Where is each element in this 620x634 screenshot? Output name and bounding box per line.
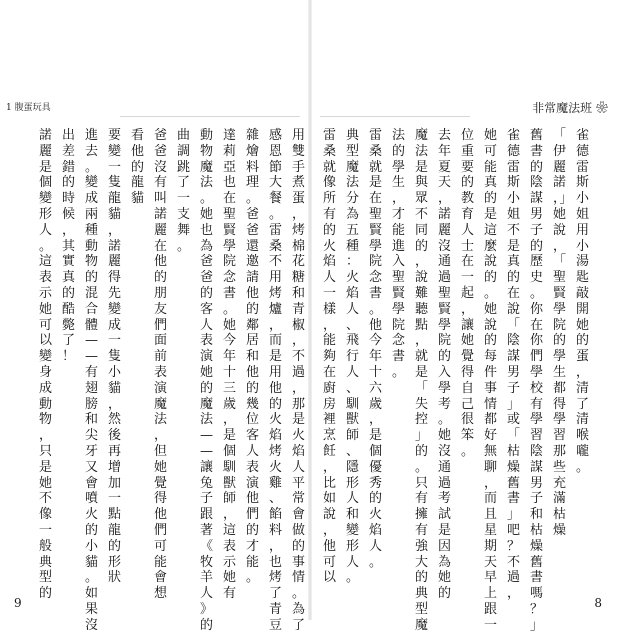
left-header-rule xyxy=(120,116,300,117)
book-gutter xyxy=(308,0,312,620)
left-running-head: 1 腹蛋玩具 xyxy=(6,103,51,113)
left-text-column: 雜燴料理。爸爸還邀請他的鄰居和他的幾位客人表演他們的才能。 xyxy=(245,128,259,586)
left-text-column: 達莉亞也在聖賢學院念書。她今年十三歲，是個馴獸師，這表示她有 xyxy=(222,128,236,602)
left-text-column: 諾麗是個變形人。這表示她可以變身成動物，只是她不像一般典型的 xyxy=(38,128,52,602)
right-text-column: 「伊麗諾，」她說，「聖賢學院的學生都得學習那些充滿枯燥 xyxy=(552,128,566,538)
left-page-number: 9 xyxy=(14,596,22,610)
left-text-column: 用雙手煮蛋，烤棉花糖和青椒，不過，那是火焰人平常會做的事情。為了 xyxy=(291,128,305,633)
right-running-head: 非常魔法班 ❀ xyxy=(532,101,608,115)
right-text-column: 雷桑就是在聖賢學院念書。他今年十六歲，是個優秀的火焰人。 xyxy=(368,128,382,570)
right-text-column: 雀德雷斯小姐不是真的在說「陰謀男子」或「枯燥舊書」吧？不過， xyxy=(506,128,520,602)
right-text-column: 位重要的教育人士在一起，讓她覺得自己很笨。 xyxy=(460,128,474,459)
right-text-column: 她可能真的是這麼說的。她說的每件事情都好無聊，而且星期天早上跟一 xyxy=(483,128,497,633)
right-header-rule xyxy=(320,116,470,117)
right-text-column: 法的學生，才能進入聖賢學院念書。 xyxy=(391,128,405,380)
right-text-column: 去年夏天，諾麗沒通過聖賢學院的入學考。她沒通過考試是因為她的 xyxy=(437,128,451,602)
right-text-column: 魔法是與眾不同的，說難聽點，就是「失控」的。只有擁有強大的典型魔 xyxy=(414,128,428,633)
left-text-column: 進去。變成兩種動物的混合體——有翅膀和尖牙又會噴火的小貓。如果沒 xyxy=(84,128,98,633)
right-text-column: 雀德雷斯小姐用小湯匙敲開她的蛋，清了清喉嚨。 xyxy=(575,128,589,475)
left-text-column: 感恩節大餐。雷桑不用烤爐，而是用他的火焰烤火雞、餡料，也烤了青豆 xyxy=(268,128,282,633)
right-text-column: 典型魔法分為五種：火焰人、飛行人、馴獸師、隱形人和變形人。 xyxy=(345,128,359,586)
left-text-column: 爸爸沒有叫諾麗在他的朋友們面前表演魔法，但她覺得他們可能會想 xyxy=(153,128,167,602)
right-text-column: 雷桑就像所有的火焰人一樣，能夠在廚房裡烹飪，比如說，他可以 xyxy=(322,128,336,586)
left-text-column: 動物魔法。她也為爸爸的客人表演她的魔法——讓兔子跟著《牧羊人》的 xyxy=(199,128,213,633)
right-page-number: 8 xyxy=(594,596,602,610)
left-text-column: 看他的龍貓 xyxy=(130,128,144,207)
left-text-column: 出差錯的時候，其實真的酷斃了！ xyxy=(61,128,75,365)
right-text-column: 舊書的陰謀男子的歷史。你在你們學校有學習陰謀男子和枯燥舊書嗎？」 xyxy=(529,128,543,633)
left-text-column: 要變一隻龍貓，諾麗得先變成一隻小貓，然後再增加一點龍的形狀 xyxy=(107,128,121,586)
left-text-column: 曲調跳了一支舞。 xyxy=(176,128,190,254)
